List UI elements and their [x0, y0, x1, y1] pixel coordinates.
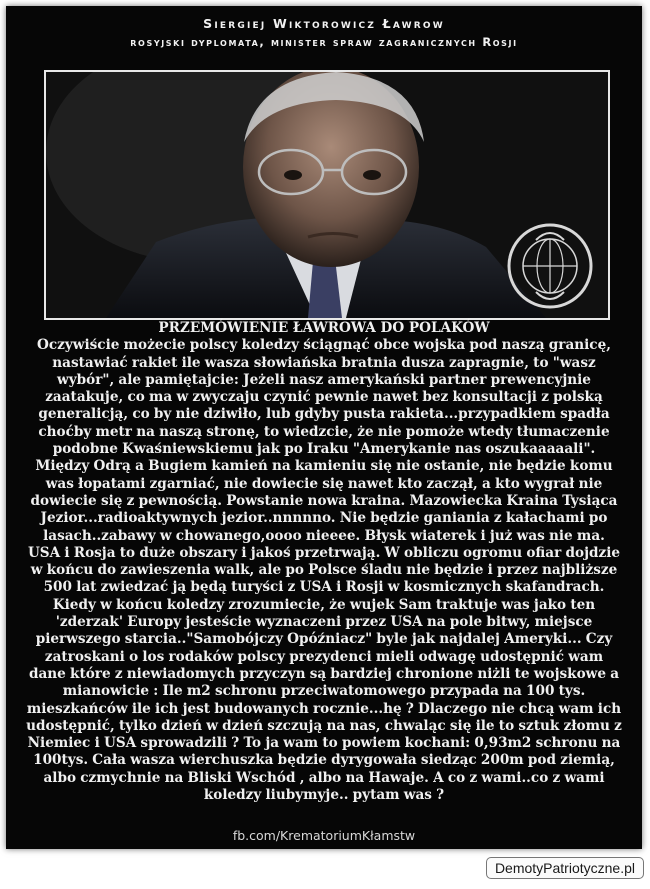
person-role: rosyjski dyplomata, minister spraw zagranicznych Rosji	[130, 35, 518, 49]
poster-header	[6, 16, 642, 49]
facebook-link[interactable]: fb.com/KrematoriumKłamstw	[232, 828, 416, 843]
portrait-photo	[44, 70, 610, 320]
poster-frame	[6, 6, 642, 849]
krematorium-seal-icon	[506, 222, 594, 310]
speech-title: PRZEMÓWIENIE ŁAWROWA DO POLAKÓW	[158, 320, 490, 336]
person-name: Siergiej Wiktorowicz Ławrow	[203, 16, 445, 31]
speech-text: Oczywiście możecie polscy koledzy ściągnąć obce wojska pod naszą granicę, nastawiać rakiet ile wasza słowiańska bratnia dusza zapragnie, to "wasz wybór", ale pamiętajcie: Jeżeli nasz amerykański partner prewencyjnie zaatakuje, co ma w zwyczaju czynić pewnie nawet bez konsultacji z polską generalicją, co by nie dziwiło, lub gdyby pusta rakieta...przypadkiem spadła choćby metr na naszą stronę, to wiedzcie, że nie pomoże wtedy tłumaczenie podobne Kwaśniewskiemu jak po Iraku "Amerykanie nas oszukaaaaali". Między Odrą a Bugiem kamień na kamieniu się nie ostanie, nie będzie komu was łopatami zgarniać, nie dowiecie się nawet kto zaczął, a kto wygrał nie dowiecie się z pewnością. Powstanie nowa kraina. Mazowiecka Kraina Tysiąca Jezior...radioaktywnych jezior..nnnnno. Nie będzie ganiania z kałachami po lasach..zabawy w chowanego,oooo nieeee. Błysk wiaterek i już was nie ma. USA i Rosja to duże obszary i jakoś przetrwają. W obliczu ogromu ofiar dojdzie w końcu do zawieszenia walk, ale po Polsce śladu nie będzie i przez najbliższe 500 lat zwiedzać ją będą turyści z USA i Rosji w kosmicznych skafandrach. Kiedy w końcu koledzy zrozumiecie, że wujek Sam traktuje was jako ten 'zderzak' Europy jesteście wyznaczeni przez USA na pole bitwy, miejsce pierwszego starcia.."Samobójczy Opóźniacz" byle jak najdalej Ameryki... Czy zatroskani o los rodaków polscy prezydenci mieli odwagę udostępnić wam dane które z niewiadomych przyczyn są bardziej chronione niżli te wojskowe a mianowicie : Ile m2 schronu przeciwatomowego przypada na 100 tys. mieszkańców ile ich jest budowanych rocznie...hę ? Dlaczego nie chcą wam ich udostępnić, tylko dzień w dzień szczują na nas, chwaląc się ile to sztuk złomu z Niemiec i USA sprowadzili ? To ja wam to powiem kochani: 0,93m2 schronu na 100tys. Cała wasza wierchuszka będzie dyrygowała siedząc 200m pod ziemią, albo czmychnie na Bliski Wschód , albo na Hawaje. A co z wami..co z wami koledzy liubymyje.. pytam was ?	[26, 337, 622, 804]
site-watermark[interactable]: DemotyPatriotyczne.pl	[486, 857, 644, 879]
speech-block	[26, 320, 622, 804]
